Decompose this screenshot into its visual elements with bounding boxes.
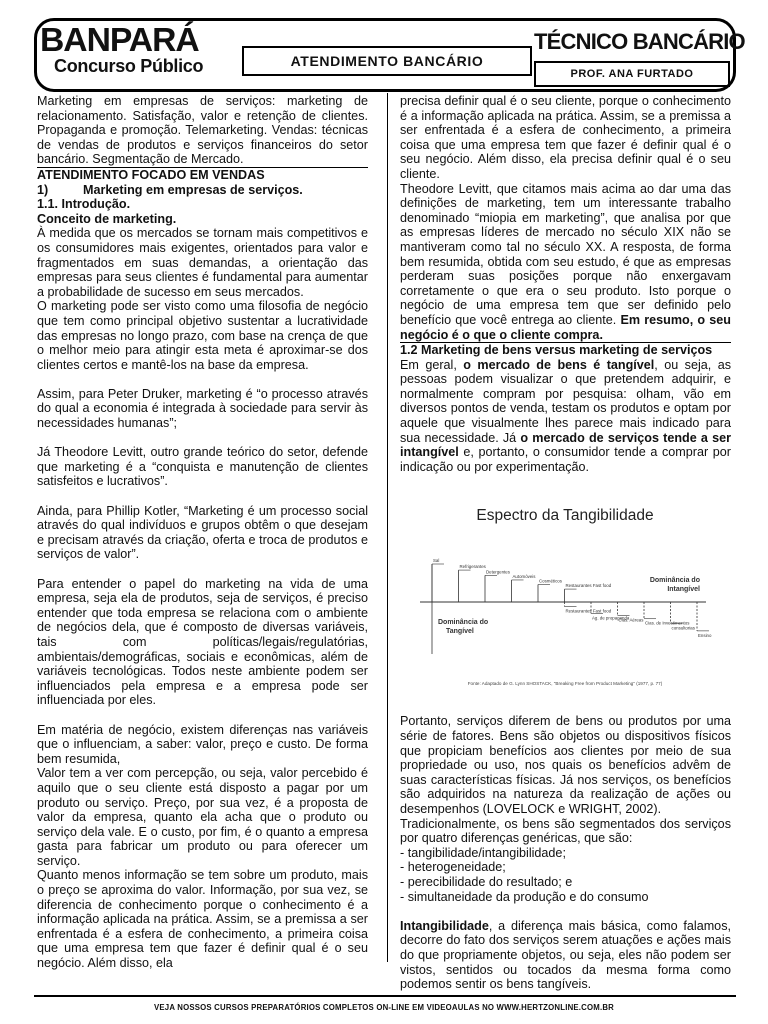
chart-left-label: Dominância do Tangível bbox=[438, 619, 489, 636]
paragraph bbox=[400, 182, 731, 343]
section-title: ATENDIMENTO FOCADO EM VENDAS bbox=[37, 167, 265, 182]
paragraph-bold: Em resumo, o seu negócio é o que o cliente compra. bbox=[400, 312, 731, 342]
paragraph: Portanto, serviços diferem de bens ou produtos por uma série de fatores. Bens são objetos ou dispositivos físicos que propiciam benefícios aos clientes por meio de sua propriedade ou uso, nos quais os benefícios advêm de suas características físicas. Já nos serviços, os benefícios são adquiridos na natureza da realização de ações ou desempenhos (LOVELOCK e WRIGHT, 2002). bbox=[400, 714, 731, 816]
brand-logo bbox=[40, 23, 240, 75]
chart-item-label: consultorias bbox=[671, 625, 695, 631]
paragraph: À medida que os mercados se tornam mais competitivos e os consumidores mais exigentes, orientados para valor e fragmentados em suas demandas, a orientação das empresas para seus clientes é fundamental para aumentar a probabilidade de sucesso em seus mercados. bbox=[37, 226, 368, 299]
text: , ou seja, as pessoas podem visualizar o que pretendem adquirir, e normalmente compram por pesquisa: olham, vão em diversos pontos de venda, testam os produtos e optam por aquele que visualmente lhes parece mais indicado para sua necessidade. Já bbox=[400, 357, 731, 445]
chart-right-label: Dominância do Intangível bbox=[649, 577, 700, 594]
chart-item-label: Refrigerantes bbox=[459, 564, 486, 570]
right-column bbox=[400, 94, 731, 992]
chart-title: Espectro da Tangibilidade bbox=[476, 507, 654, 525]
text: e, portanto, o consumidor tende a comprar por indicação ou por experimentação. bbox=[400, 445, 731, 474]
list-item: - tangibilidade/intangibilidade; bbox=[400, 845, 566, 860]
subject-title: ATENDIMENTO BANCÁRIO bbox=[242, 46, 532, 76]
page-footer: VEJA NOSSOS CURSOS PREPARATÓRIOS COMPLETOS ON-LINE EM VIDEOAULAS NO WWW.HERTZONLINE.COM.BR bbox=[154, 1003, 614, 1012]
paragraph: Quanto menos informação se tem sobre um produto, mais o preço se aproxima do valor. Informação, por sua vez, se diferencia de conhecimento porque o conhecimento é a informação aplicada na prática. Assim, se a premissa a ser enfrentada é a esfera de conhecimento, a primeira coisa que uma empresa tem que fazer é definir qual é o seu negócio. Além disso, ela bbox=[37, 868, 368, 971]
paragraph: Ainda, para Phillip Kotler, “Marketing é um processo social através do qual indivíduos e grupos obtêm o que desejam e precisam através da criação, oferta e troca de produtos e serviços de valor”. bbox=[37, 503, 368, 562]
chart-item-label: Restaurantes Fast food bbox=[565, 583, 612, 589]
teacher-name: PROF. ANA FURTADO bbox=[534, 61, 730, 87]
paragraph bbox=[400, 358, 731, 475]
paragraph: Assim, para Peter Druker, marketing é “o processo através do qual a economia é integrada à sociedade para servir às necessidades humanas”; bbox=[37, 386, 368, 431]
heading-1-1: 1.1. Introdução. bbox=[37, 197, 131, 212]
chart-item-label: Automóveis bbox=[512, 574, 536, 580]
brand-title: BANPARÁ bbox=[40, 21, 199, 58]
bold-text: o mercado de serviços tende a ser intangível bbox=[400, 430, 731, 460]
paragraph bbox=[400, 919, 731, 992]
heading-1-2: 1.2 Marketing de bens versus marketing de serviços bbox=[400, 342, 731, 358]
syllabus: Marketing em empresas de serviços: marketing de relacionamento. Satisfação, valor e retenção de clientes. Propaganda e promoção. Telemarketing. Vendas: técnicas de vendas de produtos e serviços financeiros do setor bancário. Segmentação de Mercado. bbox=[37, 94, 368, 167]
bold-text: Intangibilidade bbox=[400, 918, 489, 933]
chart-item-label: Cosméticos bbox=[539, 578, 562, 584]
bold-text: o mercado de bens é tangível bbox=[463, 357, 655, 372]
paragraph: Valor tem a ver com percepção, ou seja, valor percebido é aquilo que o seu cliente está disposto a pagar por um produto ou serviço. Preço, por sua vez, é a proposta de valor da empresa, quanto ela acha que o produto ou serviço dela vale. E o custo, por fim, é o quanto a empresa gasta para fabricar um produto ou para oferecer um serviço. bbox=[37, 766, 368, 868]
paragraph: O marketing pode ser visto como uma filosofia de negócio que tem como principal objetivo sustentar a lucratividade das empresas no longo prazo, com base na crença de que o melhor meio para atingir esta meta é aproximar-se dos clientes certos e mantê-los na base da empresa. bbox=[37, 299, 368, 372]
heading-concept: Conceito de marketing. bbox=[37, 211, 177, 226]
chart-item-label: Cias. Aéreas bbox=[618, 618, 644, 624]
chart-item-label: Ag. de propaganda bbox=[592, 615, 630, 621]
paragraph: Para entender o papel do marketing na vida de uma empresa, seja ela de produtos, seja de serviços, é preciso entender que toda empresa se relaciona com o ambiente de negócios dela, que é composto de diversas variáveis, tais com políticas/legais/regulatórias, ambientais/demográficas, sociais e econômicas, além de variáveis tecnológicas. Todos neste ambiente podem ser influenciados pela empresa e a empresa pode ser influenciada por eles. bbox=[37, 576, 368, 708]
chart-item-label: Restaurantes Fast food bbox=[565, 608, 612, 614]
tangibility-spectrum-chart bbox=[400, 478, 731, 708]
paragraph: Já Theodore Levitt, outro grande teórico do setor, defende que marketing é a “conquista e manutenção de clientes satisfeitos e lucrativos”. bbox=[37, 445, 368, 489]
footer-rule bbox=[34, 995, 736, 997]
text: , a diferença mais básica, como falamos, decorre do fato dos serviços serem atuações e ações mais do que propriamente objetos, ou seja, eles não podem ser vistos, sentidos ou tocados da mesma forma como podemos sentir os bens tangíveis. bbox=[400, 918, 731, 992]
heading-1 bbox=[37, 183, 368, 198]
chart-item-label: Ensino bbox=[698, 633, 712, 639]
column-divider bbox=[387, 93, 388, 962]
chart-source: Fonte: Adaptado de G. Lynn SHOSTACK, "Breaking Free from Product Marketing" (1977, p. 77) bbox=[467, 681, 663, 687]
paragraph-text: Theodore Levitt, que citamos mais acima ao dar uma das definições de marketing, tem um interessante trabalho denominado “miopia em marketing”, que analisa por que as empresas líderes de mercado no século XIX não se mantiveram como tal no século XX. A resposta, de forma bem resumida, obtida com seu estudo, é que as empresas perderam suas posições porque não enxergavam corretamente o que era o seu produto. Isto porque o negócio de uma empresa tem que ser definido pelo benefício que você entrega ao cliente. bbox=[400, 181, 731, 327]
brand-subtitle: Concurso Público bbox=[54, 56, 204, 76]
chart-item-label: Cias. de Investimentos bbox=[645, 621, 690, 627]
text: Em geral, bbox=[400, 357, 464, 372]
chart-item-label: Detergentes bbox=[486, 569, 510, 575]
paragraph: precisa definir qual é o seu cliente, porque o conhecimento é a informação aplicada na prática. Assim, se a premissa a ser enfrentada é a esfera de conhecimento, a primeira coisa que uma empresa tem que fazer é definir qual é o seu negócio. Além disso, ela precisa definir qual é o seu cliente. bbox=[400, 94, 731, 181]
page-header bbox=[34, 18, 745, 92]
list-item: - simultaneidade da produção e do consumo bbox=[400, 889, 649, 904]
heading-1-number: 1) bbox=[37, 182, 49, 197]
list-item: - heterogeneidade; bbox=[400, 860, 506, 875]
paragraph: Tradicionalmente, os bens são segmentados dos serviços por quatro diferenças genéricas, que são: bbox=[400, 816, 731, 846]
paragraph: Em matéria de negócio, existem diferenças nas variáveis que o influenciam, a saber: valor, preço e custo. De forma bem resumida, bbox=[37, 722, 368, 766]
list-item: - perecibilidade do resultado; e bbox=[400, 874, 573, 889]
left-column bbox=[37, 94, 368, 971]
course-title: TÉCNICO BANCÁRIO bbox=[534, 29, 745, 54]
heading-1-text: Marketing em empresas de serviços. bbox=[83, 182, 303, 197]
chart-item-label: Sal bbox=[433, 558, 440, 564]
